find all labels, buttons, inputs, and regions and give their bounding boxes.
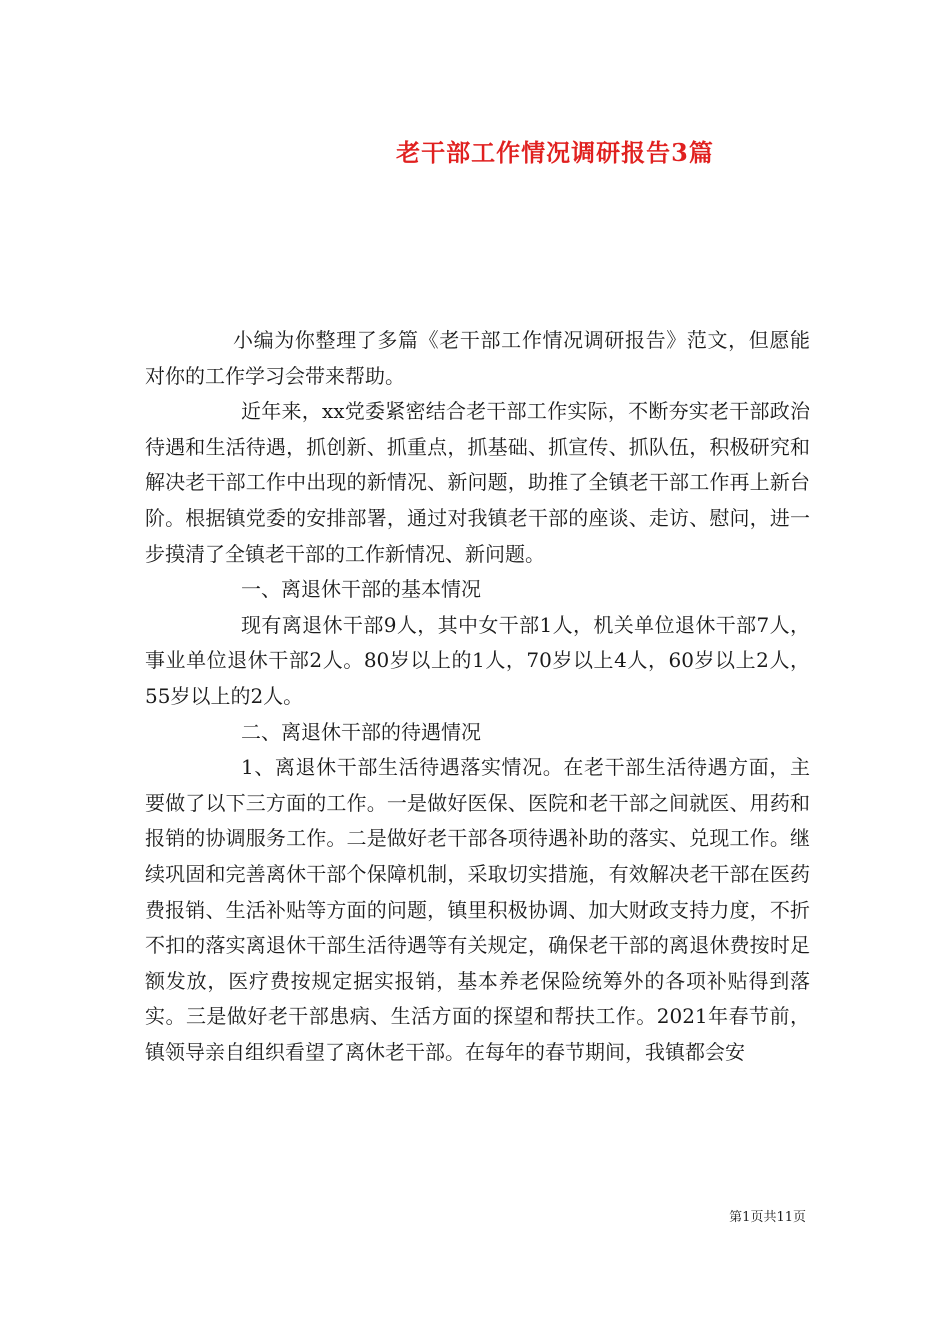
document-title: 老干部工作情况调研报告3篇 bbox=[396, 138, 714, 167]
section-heading: 二、离退休干部的待遇情况 bbox=[241, 719, 481, 744]
section-heading: 一、离退休干部的基本情况 bbox=[241, 577, 481, 602]
page-number-footer: 第1页共11页 bbox=[729, 1210, 806, 1225]
body-paragraph: 1、离退休干部生活待遇落实情况。在老干部生活待遇方面，主要做了以下三方面的工作。一是做好医保、医院和老干部之间就医、用药和报销的协调服务工作。二是做好老干部各项待遇补助的落实、兑现工作。继续巩固和完善离休干部个保障机制，采取切实措施，有效解决老干部在医药费报销、生活补贴等方面的问题，镇里积极协调、加大财政支持力度，不折不扣的落实离退休干部生活待遇等有关规定，确保老干部的离退休费按时足额发放，医疗费按规定据实报销，基本养老保险统筹外的各项补贴得到落实。三是做好老干部患病、生活方面的探望和帮扶工作。2021年春节前，镇领导亲自组织看望了离休老干部。在每年的春节期间，我镇都会安 bbox=[145, 755, 810, 1064]
body-paragraph: 近年来，xx党委紧密结合老干部工作实际，不断夯实老干部政治待遇和生活待遇，抓创新、抓重点，抓基础、抓宣传、抓队伍，积极研究和解决老干部工作中出现的新情况、新问题，助推了全镇老干部工作再上新台阶。根据镇党委的安排部署，通过对我镇老干部的座谈、走访、慰问，进一步摸清了全镇老干部的工作新情况、新问题。 bbox=[145, 399, 810, 566]
intro-paragraph: 小编为你整理了多篇《老干部工作情况调研报告》范文，但愿能对你的工作学习会带来帮助。 bbox=[145, 328, 810, 388]
body-paragraph: 现有离退休干部9人，其中女干部1人，机关单位退休干部7人，事业单位退休干部2人。80岁以上的1人，70岁以上4人，60岁以上2人，55岁以上的2人。 bbox=[145, 612, 810, 708]
document-body bbox=[145, 323, 810, 1070]
